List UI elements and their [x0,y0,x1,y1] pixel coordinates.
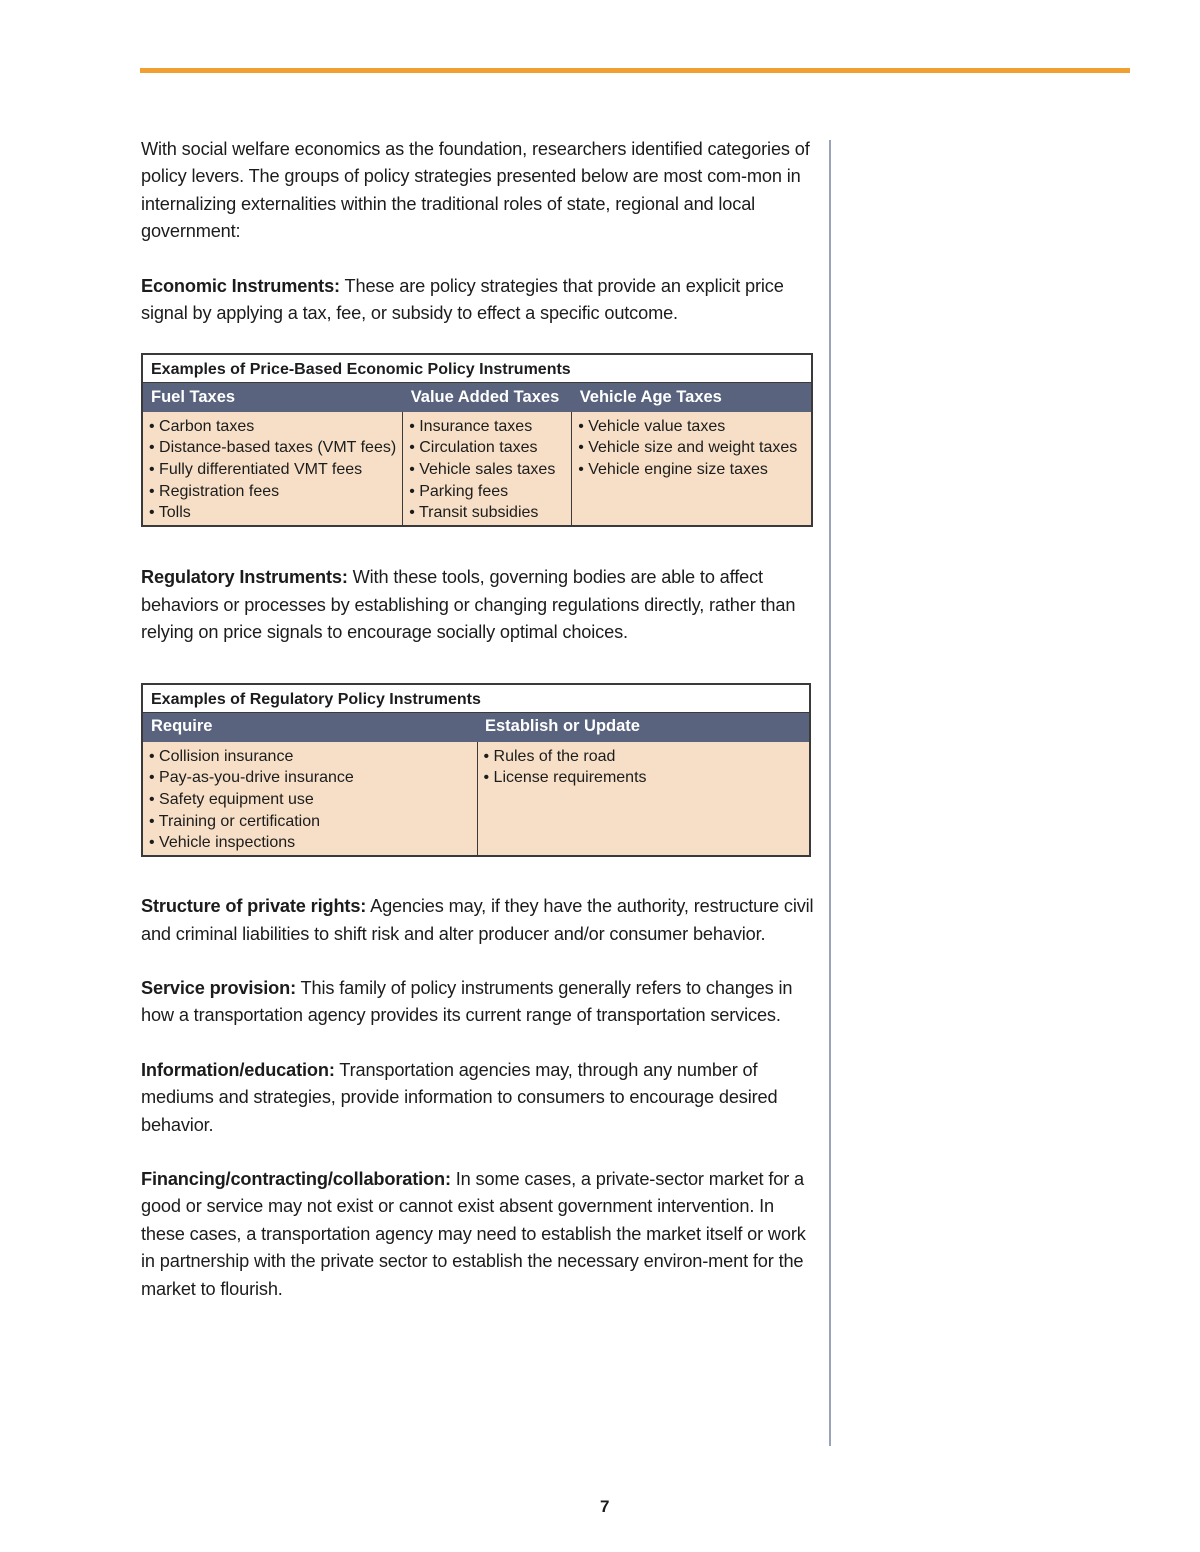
financing-heading: Financing/contracting/collaboration: [141,1168,451,1189]
top-accent-rule [140,68,1130,73]
list-item: • Training or certification [149,812,321,830]
column-header-fuel-taxes: Fuel Taxes [142,383,403,412]
list-item: • Vehicle engine size taxes [578,461,768,479]
establish-or-update-cell [477,742,810,857]
list-item: • Vehicle sales taxes [409,461,556,479]
list-item: • Pay-as-you-drive insurance [149,769,354,787]
list-item: • Collision insurance [149,747,294,765]
economic-instruments-heading: Economic Instruments: [141,275,340,296]
list-item: • Registration fees [149,482,280,500]
column-header-vehicle-age-taxes: Vehicle Age Taxes [572,383,812,412]
column-header-value-added-taxes: Value Added Taxes [403,383,572,412]
regulatory-table-caption: Examples of Regulatory Policy Instruments [142,684,810,712]
financing-text: In some cases, a private-sector market for a good or service may not exist or cannot exist absent government intervention. In these cases, a transportation agency may need to establish the market itself or work in partnership with the private sector to establish the necessary environ-ment for the market to flourish. [141,1168,806,1299]
list-item: • Vehicle inspections [149,834,296,852]
economic-instruments-table [141,353,813,527]
financing-paragraph [141,1166,817,1303]
list-item: • Parking fees [409,482,509,500]
intro-paragraph: With social welfare economics as the foundation, researchers identified categories of policy levers. The groups of policy strategies presented below are most com-mon in internalizing externalities within the traditional roles of state, regional and local government: [141,139,810,242]
list-item: • Transit subsidies [409,504,539,522]
regulatory-instruments-paragraph [141,564,817,646]
information-education-paragraph [141,1057,817,1139]
service-provision-paragraph [141,975,817,1030]
economic-instruments-text: These are policy strategies that provide an explicit price signal by applying a tax, fee, or subsidy to effect a specific outcome. [141,275,784,324]
list-item: • Vehicle size and weight taxes [578,439,798,457]
list-item: • Fully differentiated VMT fees [149,461,363,479]
list-item: • Rules of the road [483,747,616,765]
economic-instruments-paragraph [141,273,817,328]
column-header-establish-or-update: Establish or Update [477,713,810,742]
information-education-heading: Information/education: [141,1059,335,1080]
regulatory-instruments-table [141,683,811,857]
value-added-taxes-cell [403,412,572,527]
list-item: • Tolls [149,504,191,522]
page-number: 7 [600,1497,610,1516]
regulatory-instruments-text: With these tools, governing bodies are able to affect behaviors or processes by establishing or changing regulations directly, rather than relying on price signals to encourage socially optimal choices. [141,567,796,642]
list-item: • Safety equipment use [149,790,314,808]
private-rights-text: Agencies may, if they have the authority, restructure civil and criminal liabilities to shift risk and alter producer and/or consumer behavior. [141,896,814,944]
list-item: • Distance-based taxes (VMT fees) [149,439,397,457]
list-item: • Circulation taxes [409,439,538,457]
require-cell [142,742,477,857]
vehicle-age-taxes-cell [572,412,812,527]
list-item: • Insurance taxes [409,417,533,435]
list-item: • Carbon taxes [149,417,255,435]
service-provision-heading: Service provision: [141,977,296,998]
list-item: • Vehicle value taxes [578,417,726,435]
column-header-require: Require [142,713,477,742]
service-provision-text: This family of policy instruments generally refers to changes in how a transportation agency provides its current range of transportation services. [141,977,793,1026]
regulatory-instruments-heading: Regulatory Instruments: [141,567,348,588]
private-rights-heading: Structure of private rights: [141,896,367,917]
side-column-rule [829,140,831,1446]
page-content [141,136,817,1303]
economic-table-caption: Examples of Price-Based Economic Policy Instruments [142,354,812,382]
information-education-text: Transportation agencies may, through any number of mediums and strategies, provide information to consumers to encourage desired behavior. [141,1059,778,1135]
private-rights-paragraph [141,893,817,948]
list-item: • License requirements [483,769,647,787]
fuel-taxes-cell [142,412,403,527]
